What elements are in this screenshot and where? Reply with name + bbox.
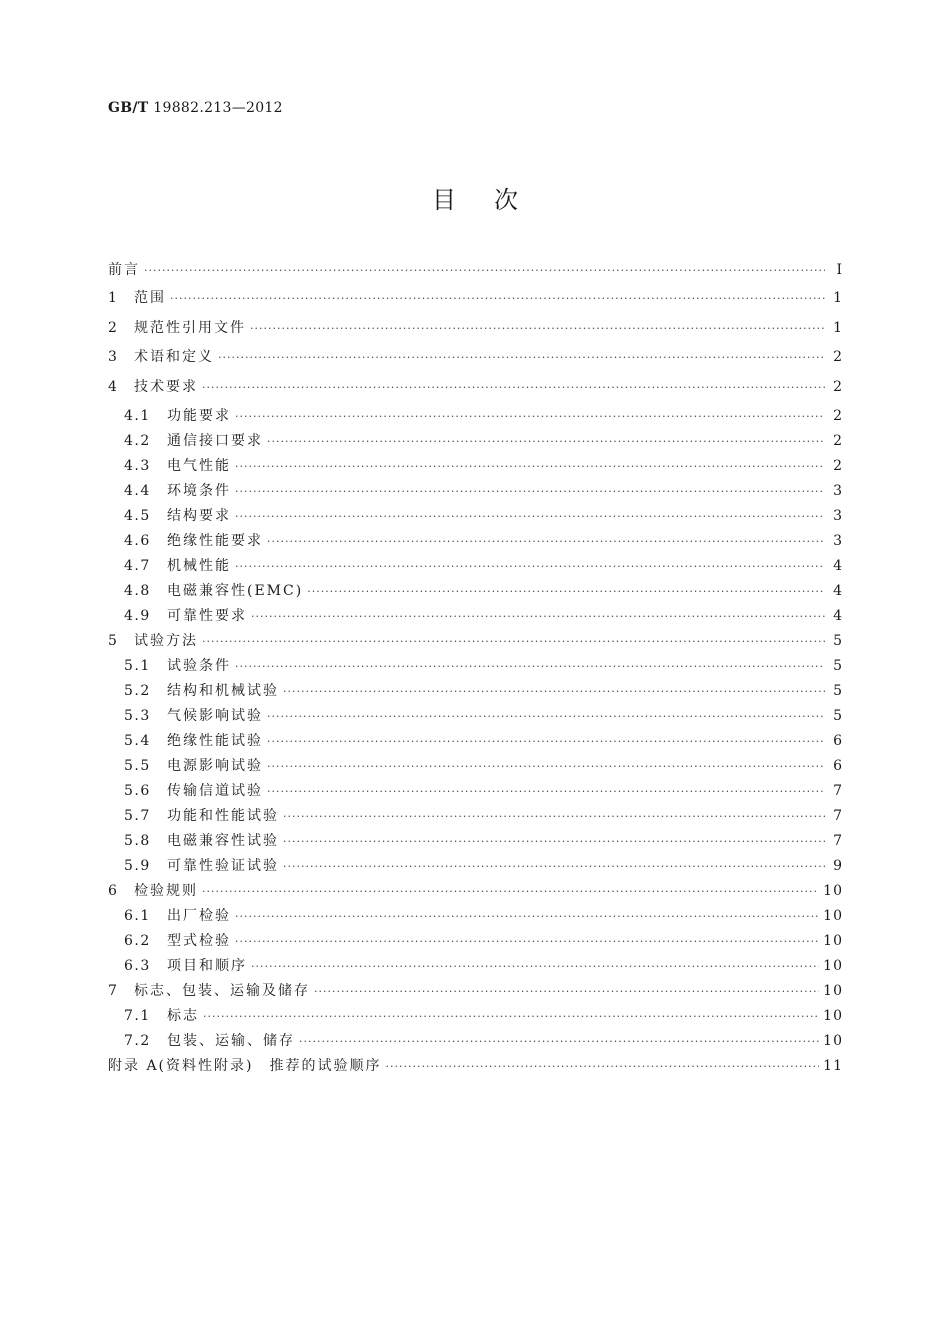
toc-entry-page: 6 xyxy=(833,758,843,774)
toc-entry-label: 电气性能 xyxy=(167,458,231,474)
toc-entry-page: 7 xyxy=(833,833,843,849)
standard-number: 19882.213—2012 xyxy=(148,100,283,116)
toc-leader-dots xyxy=(144,258,825,283)
toc-leader-dots xyxy=(283,804,825,829)
toc-entry-page: 1 xyxy=(833,319,843,336)
toc-entry[interactable] xyxy=(108,1004,843,1029)
toc-entry-page: 10 xyxy=(823,958,843,974)
toc-entry-label: 功能要求 xyxy=(167,408,231,424)
toc-leader-dots xyxy=(235,479,825,504)
toc-entry-number: 5.8 xyxy=(124,833,151,849)
toc-entry-number: 6.3 xyxy=(124,958,151,974)
toc-entry-page: 3 xyxy=(833,508,843,524)
toc-entry-page: 10 xyxy=(823,1008,843,1024)
toc-entry-page: 2 xyxy=(833,408,843,424)
toc-entry-page: 4 xyxy=(833,583,843,599)
toc-entry-label: 可靠性验证试验 xyxy=(167,858,279,874)
toc-entry-label: 包装、运输、储存 xyxy=(167,1033,295,1049)
toc-entry[interactable] xyxy=(108,979,843,1004)
toc-leader-dots xyxy=(283,679,825,704)
toc-entry-number: 5.5 xyxy=(124,758,151,774)
toc-entry-page: 5 xyxy=(833,633,843,649)
toc-entry[interactable] xyxy=(108,954,843,979)
toc-leader-dots xyxy=(267,704,825,729)
toc-entry-number: 6.1 xyxy=(124,908,151,924)
toc-entry[interactable] xyxy=(108,404,843,429)
toc-entry-page: Ⅰ xyxy=(836,262,843,278)
toc-entry-label: 环境条件 xyxy=(167,483,231,499)
toc-entry[interactable] xyxy=(108,879,843,904)
toc-entry[interactable] xyxy=(108,554,843,579)
toc-entry-label: 标志 xyxy=(167,1008,199,1024)
toc-entry-label: 传输信道试验 xyxy=(167,783,263,799)
toc-entry-page: 10 xyxy=(823,1033,843,1049)
toc-entry-number: 4.4 xyxy=(124,483,151,499)
toc-entry-number: 4.8 xyxy=(124,583,151,599)
toc-entry-page: 2 xyxy=(833,433,843,449)
toc-entry[interactable] xyxy=(108,604,843,629)
toc-leader-dots xyxy=(267,529,825,554)
toc-entry-page: 7 xyxy=(833,783,843,799)
toc-leader-dots xyxy=(202,375,825,400)
toc-entry-label: 绝缘性能要求 xyxy=(167,533,263,549)
toc-entry[interactable] xyxy=(108,316,843,346)
toc-entry-label: 规范性引用文件 xyxy=(134,319,246,336)
toc-entry[interactable] xyxy=(108,679,843,704)
toc-entry-label: 结构要求 xyxy=(167,508,231,524)
toc-entry-label: 试验方法 xyxy=(134,633,198,649)
toc-entry-label: 前言 xyxy=(108,262,140,278)
toc-entry-page: 5 xyxy=(833,683,843,699)
toc-entry-page: 10 xyxy=(823,983,843,999)
toc-entry-label: 标志、包装、运输及储存 xyxy=(134,983,310,999)
toc-entry-page: 4 xyxy=(833,558,843,574)
toc-leader-dots xyxy=(267,429,825,454)
toc-entry-page: 11 xyxy=(823,1058,843,1074)
toc-entry-label: 附录 A(资料性附录) 推荐的试验顺序 xyxy=(108,1058,382,1074)
toc-entry-label: 型式检验 xyxy=(167,933,231,949)
toc-entry-label: 功能和性能试验 xyxy=(167,808,279,824)
toc-leader-dots xyxy=(203,1004,819,1029)
toc-entry-page: 6 xyxy=(833,733,843,749)
toc-entry[interactable] xyxy=(108,779,843,804)
toc-leader-dots xyxy=(283,829,825,854)
toc-leader-dots xyxy=(235,929,819,954)
toc-entry-page: 2 xyxy=(833,349,843,365)
toc-entry-label: 试验条件 xyxy=(167,658,231,674)
toc-entry-page: 5 xyxy=(833,708,843,724)
toc-entry-label: 机械性能 xyxy=(167,558,231,574)
toc-entry[interactable] xyxy=(108,375,843,405)
toc-entry-label: 可靠性要求 xyxy=(167,608,247,624)
toc-entry-number: 4 xyxy=(108,378,119,395)
document-code xyxy=(108,100,283,116)
toc-entry-label: 术语和定义 xyxy=(134,349,214,365)
toc-entry-number: 5.6 xyxy=(124,783,151,799)
toc-entry-number: 3 xyxy=(108,349,119,365)
toc-entry-number: 4.7 xyxy=(124,558,151,574)
toc-entry-number: 4.5 xyxy=(124,508,151,524)
toc-entry[interactable] xyxy=(108,729,843,754)
toc-leader-dots xyxy=(202,629,825,654)
toc-entry-page: 10 xyxy=(823,883,843,899)
toc-leader-dots xyxy=(235,554,825,579)
toc-leader-dots xyxy=(299,1029,819,1054)
toc-entry-label: 结构和机械试验 xyxy=(167,683,279,699)
toc-entry-label: 检验规则 xyxy=(134,883,198,899)
toc-entry-label: 电源影响试验 xyxy=(167,758,263,774)
toc-entry-label: 通信接口要求 xyxy=(167,433,263,449)
toc-entry-number: 7.2 xyxy=(124,1033,151,1049)
toc-entry[interactable] xyxy=(108,1054,843,1079)
toc-entry-page: 7 xyxy=(833,808,843,824)
toc-entry[interactable] xyxy=(108,854,843,879)
toc-leader-dots xyxy=(267,754,825,779)
toc-leader-dots xyxy=(202,879,819,904)
toc-leader-dots xyxy=(251,604,825,629)
toc-entry-number: 5.1 xyxy=(124,658,151,674)
toc-entry[interactable] xyxy=(108,479,843,504)
standard-prefix: GB/T xyxy=(108,100,149,116)
toc-entry-page: 5 xyxy=(833,658,843,674)
toc-entry[interactable] xyxy=(108,654,843,679)
toc-leader-dots xyxy=(170,286,825,311)
page-title: 目次 xyxy=(432,186,556,214)
toc-leader-dots xyxy=(251,954,819,979)
toc-entry-number: 4.1 xyxy=(124,408,151,424)
toc-entry-page: 10 xyxy=(823,908,843,924)
toc-entry-page: 10 xyxy=(823,933,843,949)
toc-entry-page: 9 xyxy=(833,858,843,874)
toc-entry-label: 电磁兼容性试验 xyxy=(167,833,279,849)
toc-entry-page: 3 xyxy=(833,483,843,499)
toc-leader-dots xyxy=(385,1054,819,1079)
toc-entry-number: 7.1 xyxy=(124,1008,151,1024)
toc-leader-dots xyxy=(218,345,825,370)
toc-entry-label: 电磁兼容性(EMC) xyxy=(167,583,304,599)
toc-entry[interactable] xyxy=(108,529,843,554)
toc-leader-dots xyxy=(314,979,819,1004)
toc-entry-number: 4.9 xyxy=(124,608,151,624)
toc-entry[interactable] xyxy=(108,258,843,286)
toc-entry[interactable] xyxy=(108,286,843,316)
toc-entry[interactable] xyxy=(108,579,843,604)
toc-leader-dots xyxy=(307,579,825,604)
toc-leader-dots xyxy=(250,316,825,341)
toc-entry-page: 3 xyxy=(833,533,843,549)
toc-entry[interactable] xyxy=(108,804,843,829)
toc-entry-label: 出厂检验 xyxy=(167,908,231,924)
toc-entry[interactable] xyxy=(108,504,843,529)
toc-leader-dots xyxy=(235,654,825,679)
toc-entry-number: 4.6 xyxy=(124,533,151,549)
toc-leader-dots xyxy=(283,854,825,879)
toc-entry[interactable] xyxy=(108,1029,843,1054)
toc-entry-number: 7 xyxy=(108,983,119,999)
toc-entry[interactable] xyxy=(108,929,843,954)
toc-entry-label: 范围 xyxy=(134,290,166,306)
toc-entry[interactable] xyxy=(108,345,843,375)
toc-entry[interactable] xyxy=(108,904,843,929)
toc-entry-label: 技术要求 xyxy=(134,378,198,395)
toc-entry-number: 4.3 xyxy=(124,458,151,474)
toc-entry[interactable] xyxy=(108,454,843,479)
toc-entry-number: 5 xyxy=(108,633,119,649)
toc-entry-page: 2 xyxy=(833,378,843,395)
toc-entry-number: 5.3 xyxy=(124,708,151,724)
toc-entry[interactable] xyxy=(108,754,843,779)
toc-entry-number: 5.4 xyxy=(124,733,151,749)
toc-entry-label: 气候影响试验 xyxy=(167,708,263,724)
toc-entry-number: 5.2 xyxy=(124,683,151,699)
toc-entry-number: 6.2 xyxy=(124,933,151,949)
toc-entry-number: 4.2 xyxy=(124,433,151,449)
toc-entry[interactable] xyxy=(108,429,843,454)
toc-entry-page: 4 xyxy=(833,608,843,624)
toc-entry-number: 6 xyxy=(108,883,119,899)
toc-entry[interactable] xyxy=(108,704,843,729)
toc-entry[interactable] xyxy=(108,629,843,654)
table-of-contents xyxy=(108,258,843,1079)
toc-entry-page: 1 xyxy=(833,290,843,306)
toc-leader-dots xyxy=(235,404,825,429)
toc-leader-dots xyxy=(235,904,819,929)
toc-entry-page: 2 xyxy=(833,458,843,474)
toc-leader-dots xyxy=(235,504,825,529)
toc-entry-number: 5.9 xyxy=(124,858,151,874)
toc-leader-dots xyxy=(267,779,825,804)
toc-entry-number: 1 xyxy=(108,290,119,306)
toc-leader-dots xyxy=(235,454,825,479)
toc-leader-dots xyxy=(267,729,825,754)
toc-entry-number: 5.7 xyxy=(124,808,151,824)
toc-entry-number: 2 xyxy=(108,319,119,336)
toc-entry[interactable] xyxy=(108,829,843,854)
toc-entry-label: 项目和顺序 xyxy=(167,958,247,974)
toc-entry-label: 绝缘性能试验 xyxy=(167,733,263,749)
